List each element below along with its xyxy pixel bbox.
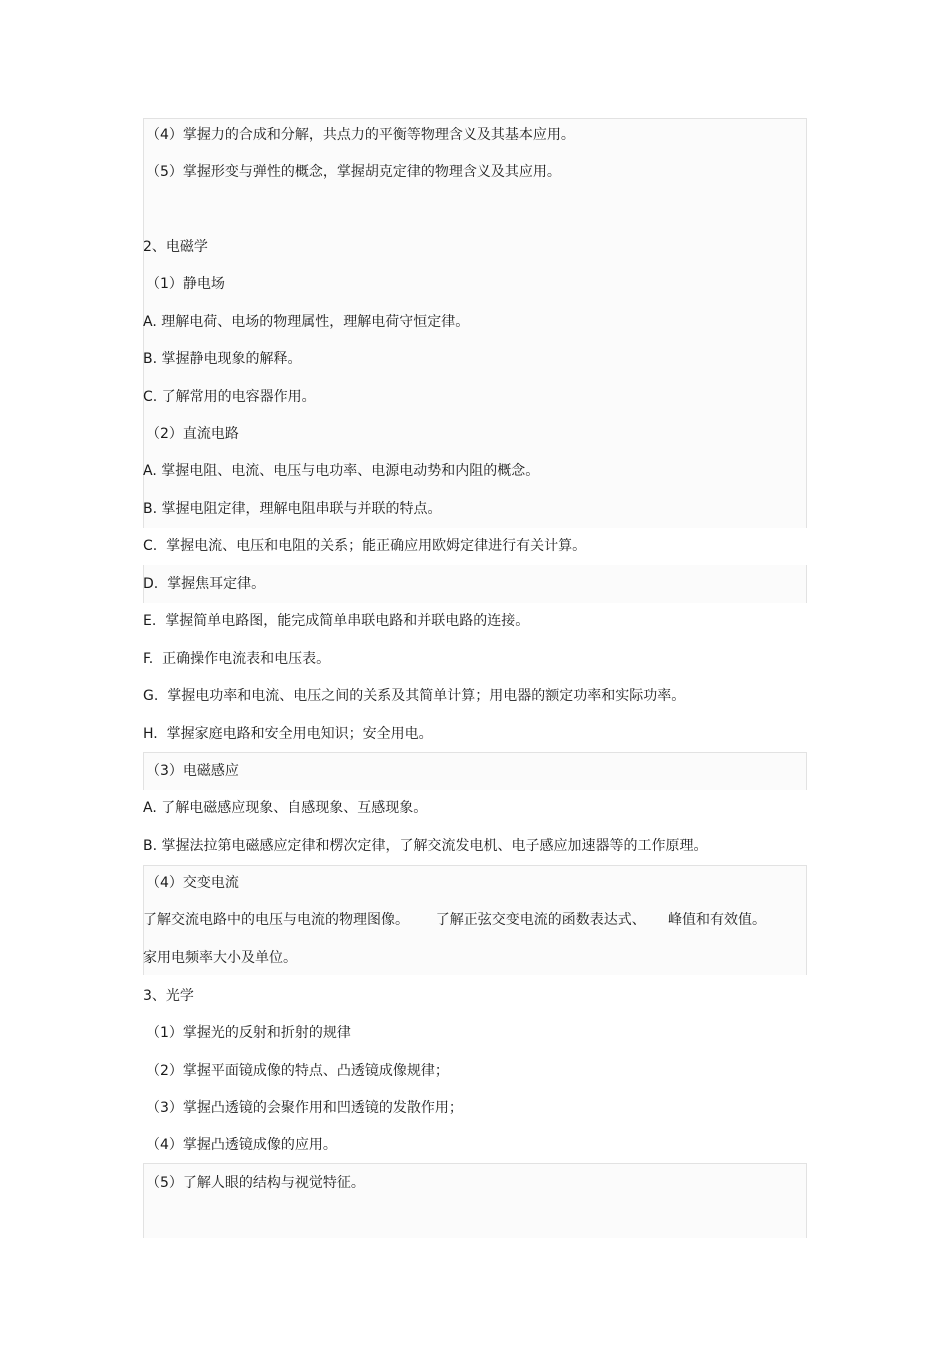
subsection-heading: （2）直流电路 — [146, 426, 239, 442]
text-line: C. 掌握电流、电压和电阻的关系；能正确应用欧姆定律进行有关计算。 — [143, 538, 587, 554]
subsection-heading: （3）电磁感应 — [146, 763, 239, 779]
text-line: B. 掌握电阻定律，理解电阻串联与并联的特点。 — [143, 501, 442, 517]
text-line: C. 了解常用的电容器作用。 — [143, 389, 316, 405]
text-line: F. 正确操作电流表和电压表。 — [143, 651, 331, 667]
text-line: （4）掌握凸透镜成像的应用。 — [146, 1137, 337, 1153]
content-panel-3 — [143, 752, 807, 790]
text-line: A. 掌握电阻、电流、电压与电功率、电源电动势和内阻的概念。 — [143, 463, 540, 479]
subsection-heading: （4）交变电流 — [146, 875, 239, 891]
text-line: （4）掌握力的合成和分解，共点力的平衡等物理含义及其基本应用。 — [146, 127, 575, 143]
text-line: 了解交流电路中的电压与电流的物理图像。 了解正弦交变电流的函数表达式、 峰值和有效值。 — [143, 912, 766, 928]
section-heading: 2、电磁学 — [143, 239, 208, 255]
text-line: （5）了解人眼的结构与视觉特征。 — [146, 1175, 365, 1191]
text-line: （2）掌握平面镜成像的特点、凸透镜成像规律； — [146, 1063, 449, 1079]
text-line: E. 掌握简单电路图，能完成简单串联电路和并联电路的连接。 — [143, 613, 530, 629]
text-line: A. 了解电磁感应现象、自感现象、互感现象。 — [143, 800, 428, 816]
subsection-heading: （1）静电场 — [146, 276, 225, 292]
text-line: B. 掌握法拉第电磁感应定律和楞次定律，了解交流发电机、电子感应加速器等的工作原理。 — [143, 838, 708, 854]
text-line: G. 掌握电功率和电流、电压之间的关系及其简单计算；用电器的额定功率和实际功率。 — [143, 688, 686, 704]
text-line: （1）掌握光的反射和折射的规律 — [146, 1025, 351, 1041]
section-heading: 3、光学 — [143, 988, 194, 1004]
text-line: A. 理解电荷、电场的物理属性，理解电荷守恒定律。 — [143, 314, 470, 330]
text-line: （3）掌握凸透镜的会聚作用和凹透镜的发散作用； — [146, 1100, 463, 1116]
text-line: D. 掌握焦耳定律。 — [143, 576, 266, 592]
text-line: B. 掌握静电现象的解释。 — [143, 351, 302, 367]
text-line: H. 掌握家庭电路和安全用电知识；安全用电。 — [143, 726, 433, 742]
text-line: （5）掌握形变与弹性的概念，掌握胡克定律的物理含义及其应用。 — [146, 164, 561, 180]
text-line: 家用电频率大小及单位。 — [143, 950, 297, 966]
